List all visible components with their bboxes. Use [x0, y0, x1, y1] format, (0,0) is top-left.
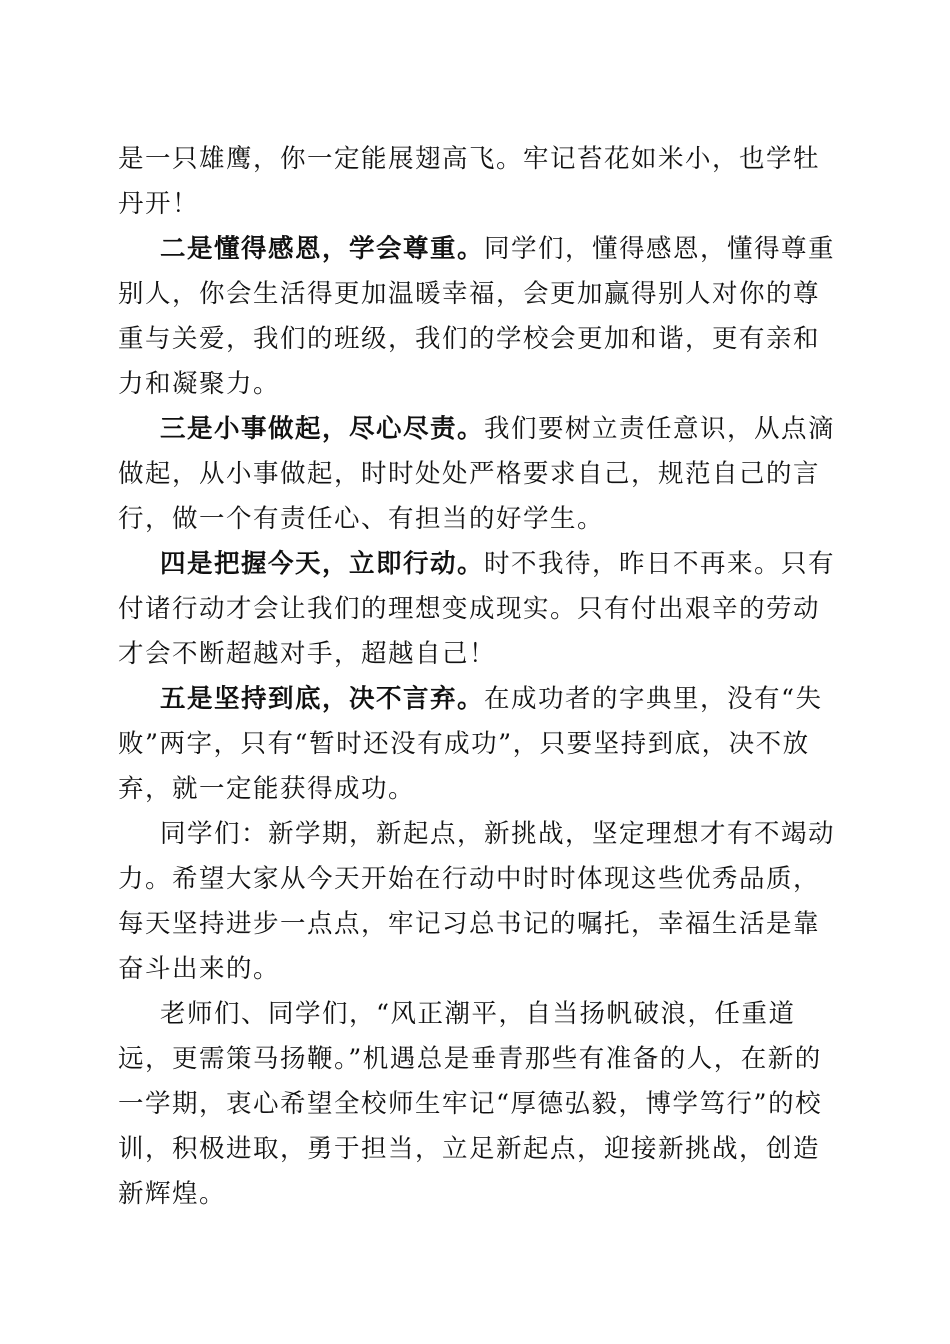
paragraph-text: 是一只雄鹰，你一定能展翅高飞。牢记苔花如米小，也学牡丹开！ [118, 144, 821, 219]
document-body [118, 137, 838, 1217]
paragraph-point-two [118, 227, 838, 407]
paragraph-closing [118, 992, 838, 1217]
paragraph-point-three [118, 407, 838, 542]
paragraph-text: 同学们，懂得感恩，懂得尊重别人，你会生活得更加温暖幸福，会更加赢得别人对你的尊重与关爱，我们的班级，我们的学校会更加和谐，更有亲和力和凝聚力。 [118, 234, 836, 399]
paragraph-students-address [118, 812, 838, 992]
paragraph-heading: 五是坚持到底，决不言弃。 [160, 684, 485, 714]
paragraph-text: 我们要树立责任意识，从点滴做起，从小事做起，时时处处严格要求自己，规范自己的言行，做一个有责任心、有担当的好学生。 [118, 414, 836, 534]
paragraph-heading: 二是懂得感恩，学会尊重。 [160, 234, 485, 264]
paragraph-text: 在成功者的字典里，没有“失败”两字，只有“暂时还没有成功”，只要坚持到底，决不放弃，就一定能获得成功。 [118, 684, 823, 804]
paragraph-text: 同学们：新学期，新起点，新挑战，坚定理想才有不竭动力。希望大家从今天开始在行动中时时体现这些优秀品质，每天坚持进步一点点，牢记习总书记的嘱托，幸福生活是靠奋斗出来的。 [118, 819, 836, 984]
paragraph-text: 老师们、同学们，“风正潮平，自当扬帆破浪，任重道远，更需策马扬鞭。”机遇总是垂青那些有准备的人，在新的一学期，衷心希望全校师生牢记“厚德弘毅，博学笃行”的校训，积极进取，勇于担当，立足新起点，迎接新挑战，创造新辉煌。 [118, 999, 823, 1209]
paragraph-text: 时不我待，昨日不再来。只有付诸行动才会让我们的理想变成现实。只有付出艰辛的劳动才会不断超越对手，超越自己！ [118, 549, 836, 669]
paragraph-point-four [118, 542, 838, 677]
paragraph-continuation [118, 137, 838, 227]
paragraph-heading: 四是把握今天，立即行动。 [160, 549, 485, 579]
paragraph-heading: 三是小事做起，尽心尽责。 [160, 414, 485, 444]
paragraph-point-five [118, 677, 838, 812]
